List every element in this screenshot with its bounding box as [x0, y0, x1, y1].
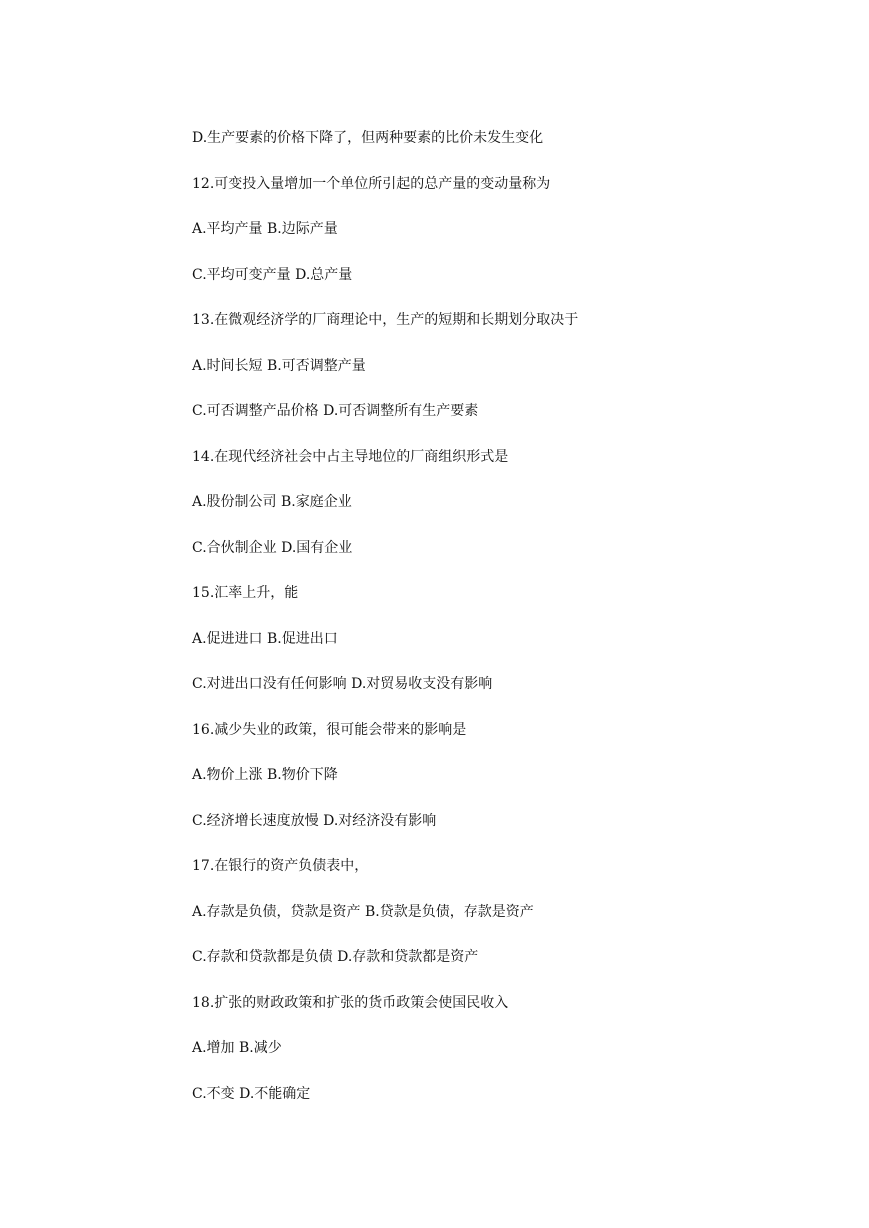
question-12: 12.可变投入量增加一个单位所引起的总产量的变动量称为: [192, 176, 551, 192]
question-14: 14.在现代经济社会中占主导地位的厂商组织形式是: [192, 449, 509, 465]
option-line-16ab: A.物价上涨 B.物价下降: [192, 767, 338, 783]
option-line-11d: D.生产要素的价格下降了，但两种要素的比价未发生变化: [192, 130, 544, 146]
option-line-16cd: C.经济增长速度放慢 D.对经济没有影响: [192, 813, 437, 829]
option-line-12ab: A.平均产量 B.边际产量: [192, 221, 338, 237]
option-line-13cd: C.可否调整产品价格 D.可否调整所有生产要素: [192, 403, 479, 419]
option-line-18cd: C.不变 D.不能确定: [192, 1086, 311, 1102]
option-line-18ab: A.增加 B.减少: [192, 1040, 282, 1056]
question-15: 15.汇率上升，能: [192, 585, 299, 601]
question-18: 18.扩张的财政政策和扩张的货币政策会使国民收入: [192, 995, 509, 1011]
option-line-15ab: A.促进进口 B.促进出口: [192, 631, 338, 647]
option-line-12cd: C.平均可变产量 D.总产量: [192, 267, 353, 283]
question-13: 13.在微观经济学的厂商理论中，生产的短期和长期划分取决于: [192, 312, 579, 328]
option-line-15cd: C.对进出口没有任何影响 D.对贸易收支没有影响: [192, 676, 493, 692]
option-line-13ab: A.时间长短 B.可否调整产量: [192, 358, 366, 374]
option-line-14ab: A.股份制公司 B.家庭企业: [192, 494, 352, 510]
question-17: 17.在银行的资产负债表中，: [192, 858, 369, 874]
option-line-17cd: C.存款和贷款都是负债 D.存款和贷款都是资产: [192, 949, 479, 965]
option-line-14cd: C.合伙制企业 D.国有企业: [192, 540, 353, 556]
question-16: 16.减少失业的政策，很可能会带来的影响是: [192, 722, 467, 738]
option-line-17ab: A.存款是负债，贷款是资产 B.贷款是负债，存款是资产: [192, 904, 534, 920]
